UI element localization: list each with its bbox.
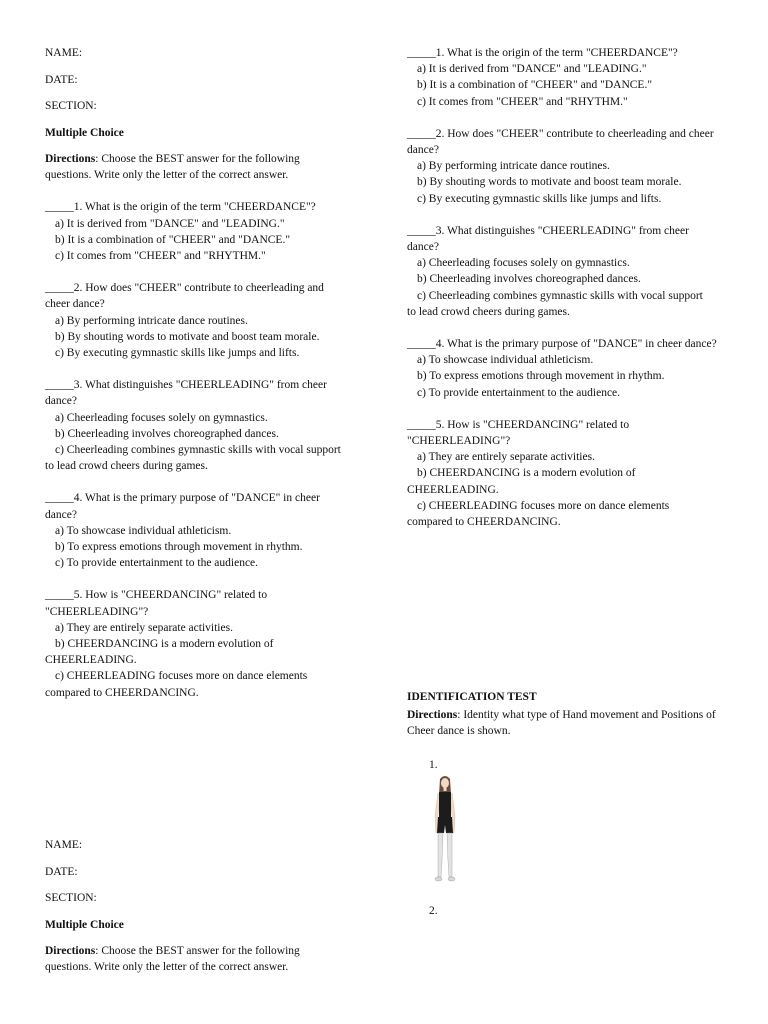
answer-blank: _____ — [407, 47, 436, 59]
option-b: b) Cheerleading involves choreographed dances. — [55, 427, 279, 440]
directions — [45, 151, 335, 183]
identification-title: IDENTIFICATION TEST — [407, 691, 537, 703]
question-text: What is the primary purpose of "DANCE" in cheer dance? — [444, 338, 717, 351]
question-number: 5. — [435, 418, 445, 431]
option-a: a) It is derived from "DANCE" and "LEADING." — [417, 63, 647, 76]
option-b: b) To express emotions through movement in rhythm. — [417, 370, 665, 383]
option-a: a) Cheerleading focuses solely on gymnastics. — [55, 411, 268, 424]
option-c: c) By executing gymnastic skills like jumps and lifts. — [55, 347, 300, 360]
question-text: What distinguishes "CHEERLEADING" from cheer dance? — [407, 224, 689, 254]
answer-blank: _____ — [45, 589, 74, 602]
option-b: b) Cheerleading involves choreographed dances. — [417, 273, 641, 286]
directions-text: : Choose the BEST answer for the following questions. Write only the letter of the correct answer. — [45, 945, 300, 974]
option-c: c) Cheerleading combines gymnastic skills with vocal support to lead crowd cheers during games. — [45, 444, 341, 473]
directions-label: Directions — [45, 153, 96, 165]
question-text: How does "CHEER" contribute to cheerleading and cheer dance? — [45, 282, 324, 311]
option-a: a) It is derived from "DANCE" and "LEADING." — [55, 217, 285, 230]
question-number: 2. — [73, 282, 83, 295]
date-label: DATE: — [45, 865, 78, 878]
answer-blank: _____ — [407, 224, 436, 237]
option-a: a) By performing intricate dance routines. — [417, 160, 610, 173]
option-c: c) Cheerleading combines gymnastic skills with vocal support to lead crowd cheers during games. — [407, 289, 703, 318]
answer-blank: _____ — [45, 201, 74, 214]
option-c: c) It comes from "CHEER" and "RHYTHM." — [417, 95, 628, 108]
option-b: b) It is a combination of "CHEER" and "DANCE." — [55, 233, 291, 246]
option-a: a) They are entirely separate activities. — [55, 621, 233, 634]
option-b: b) CHEERDANCING is a modern evolution of CHEERLEADING. — [407, 467, 636, 496]
question-number: 4. — [73, 492, 83, 505]
answer-blank: _____ — [407, 338, 436, 351]
question-text: What is the origin of the term "CHEERDANCE"? — [444, 47, 678, 59]
question-3 — [45, 377, 345, 474]
question-number: 1. — [435, 47, 445, 59]
answer-blank: _____ — [45, 492, 74, 505]
question-1 — [45, 199, 345, 264]
identification-item-2-number: 2. — [429, 905, 438, 917]
question-number: 3. — [73, 379, 83, 392]
option-c: c) By executing gymnastic skills like jumps and lifts. — [417, 192, 662, 205]
question-text: What is the origin of the term "CHEERDANCE"? — [82, 201, 316, 214]
right-column — [407, 45, 717, 546]
option-a: a) Cheerleading focuses solely on gymnastics. — [417, 257, 630, 270]
question-2 — [45, 280, 345, 361]
question-number: 4. — [435, 338, 445, 351]
option-b: b) CHEERDANCING is a modern evolution of CHEERLEADING. — [45, 638, 274, 667]
option-b: b) To express emotions through movement in rhythm. — [55, 541, 303, 554]
cheer-figure-image — [410, 773, 480, 888]
directions-label: Directions — [45, 945, 96, 957]
section-label: SECTION: — [45, 100, 97, 112]
cheer-figure-icon — [410, 773, 480, 888]
option-c: c) To provide entertainment to the audience. — [55, 557, 259, 570]
answer-blank: _____ — [45, 379, 74, 392]
date-label: DATE: — [45, 73, 78, 86]
question-text: How is "CHEERDANCING" related to "CHEERLEADING"? — [45, 589, 268, 618]
option-c: c) CHEERLEADING focuses more on dance elements compared to CHEERDANCING. — [407, 499, 670, 529]
directions-text: : Identity what type of Hand movement and Positions of Cheer dance is shown. — [407, 709, 716, 738]
option-a: a) To showcase individual athleticism. — [417, 354, 594, 367]
question-text: How does "CHEER" contribute to cheerleading and cheer dance? — [407, 127, 714, 157]
identification-directions — [407, 707, 717, 739]
directions-text: : Choose the BEST answer for the following questions. Write only the letter of the correct answer. — [45, 153, 300, 182]
option-a: a) By performing intricate dance routines. — [55, 314, 248, 327]
answer-blank: _____ — [407, 127, 436, 140]
option-c: c) It comes from "CHEER" and "RHYTHM." — [55, 250, 266, 263]
section-title: Multiple Choice — [45, 918, 124, 931]
option-b: b) By shouting words to motivate and boost team morale. — [55, 330, 320, 343]
option-b: b) It is a combination of "CHEER" and "DANCE." — [417, 79, 653, 92]
question-text: What is the primary purpose of "DANCE" in cheer dance? — [45, 492, 320, 521]
name-label: NAME: — [45, 839, 83, 851]
question-number: 2. — [435, 127, 445, 140]
identification-section — [407, 689, 717, 740]
option-a: a) To showcase individual athleticism. — [55, 524, 232, 537]
option-b: b) By shouting words to motivate and boost team morale. — [417, 176, 682, 189]
section-label: SECTION: — [45, 892, 97, 904]
name-label: NAME: — [45, 47, 83, 59]
question-number: 3. — [435, 224, 445, 237]
question-4 — [45, 490, 345, 571]
question-5 — [407, 417, 717, 530]
option-c: c) CHEERLEADING focuses more on dance elements compared to CHEERDANCING. — [45, 670, 308, 699]
left-column-repeat — [45, 837, 345, 975]
option-a: a) They are entirely separate activities. — [417, 451, 595, 464]
option-c: c) To provide entertainment to the audience. — [417, 386, 621, 399]
question-4 — [407, 336, 717, 401]
directions-label: Directions — [407, 709, 458, 722]
section-title: Multiple Choice — [45, 126, 124, 139]
question-number: 5. — [73, 589, 83, 602]
question-text: How is "CHEERDANCING" related to "CHEERLEADING"? — [407, 418, 630, 448]
question-5 — [45, 587, 345, 700]
answer-blank: _____ — [45, 282, 74, 295]
question-number: 1. — [73, 201, 83, 214]
left-column — [45, 45, 345, 717]
identification-item-1-number: 1. — [429, 759, 438, 771]
directions — [45, 943, 335, 975]
question-3 — [407, 223, 717, 320]
answer-blank: _____ — [407, 418, 436, 431]
question-2 — [407, 126, 717, 207]
question-1 — [407, 45, 717, 110]
question-text: What distinguishes "CHEERLEADING" from cheer dance? — [45, 379, 327, 408]
